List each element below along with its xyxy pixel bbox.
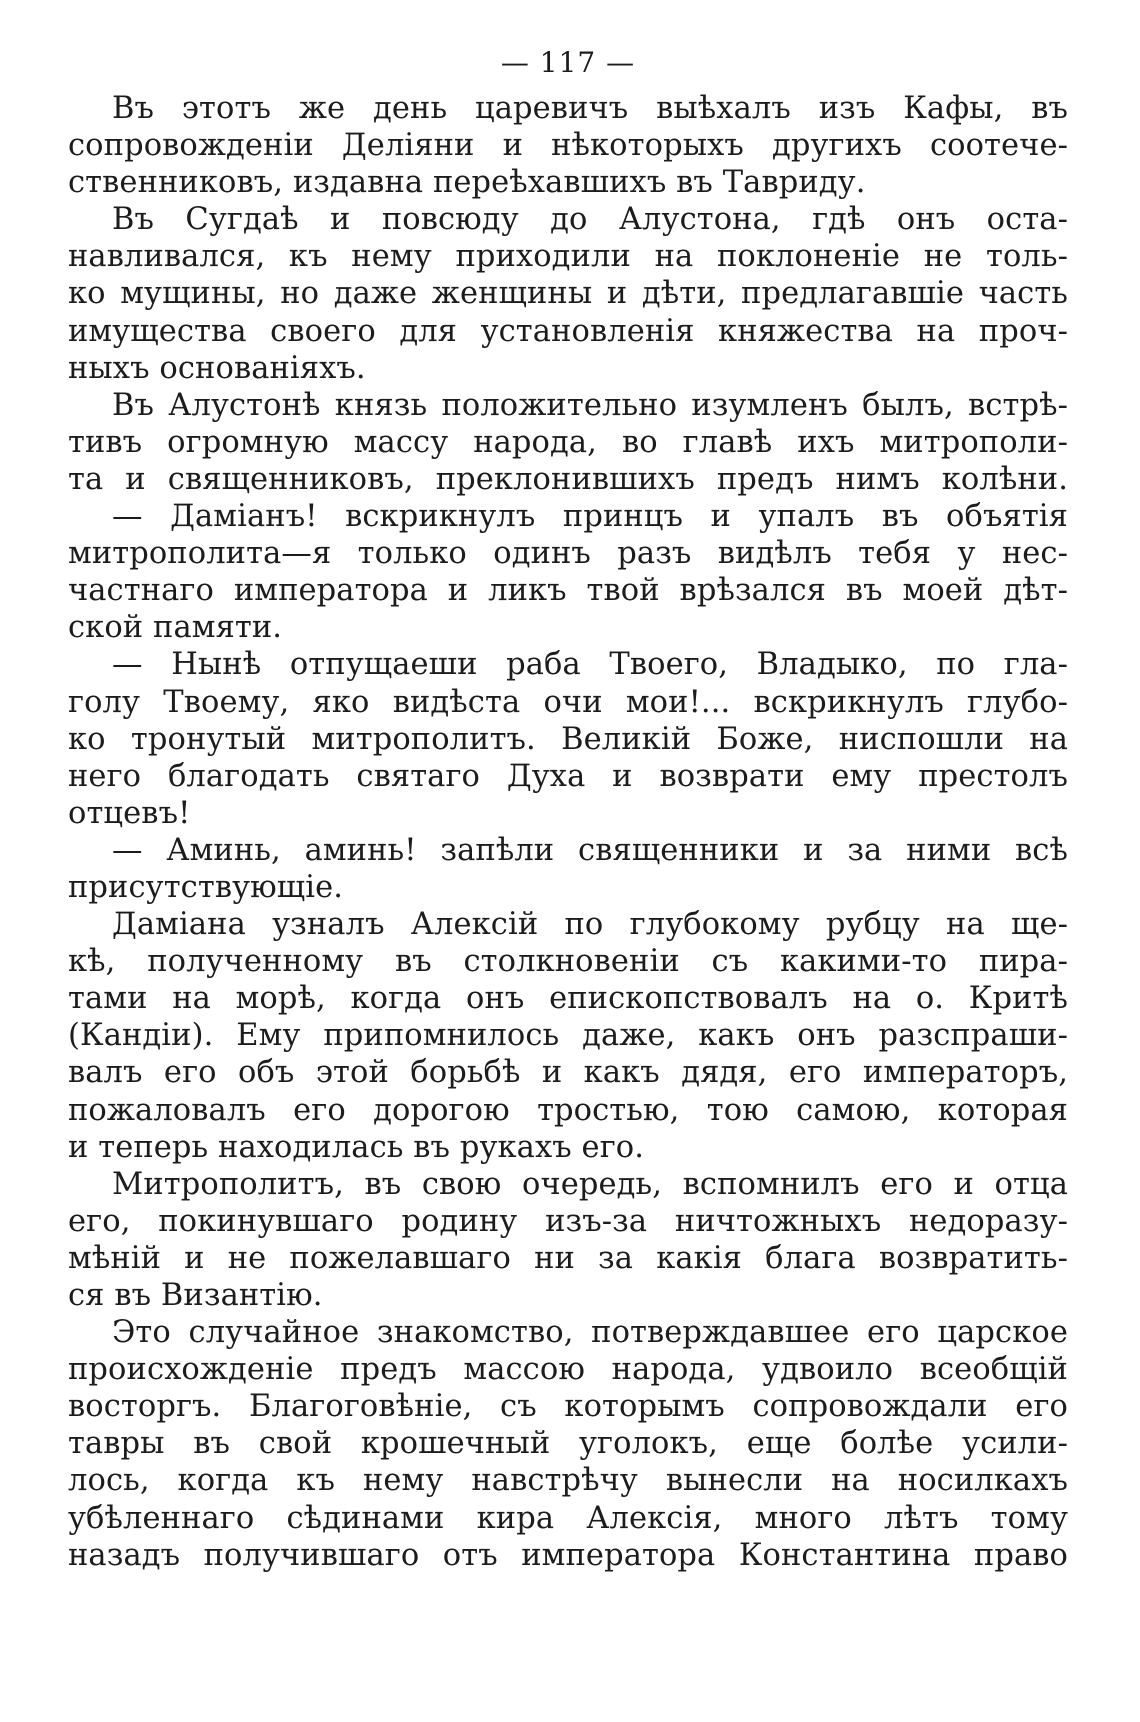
text-line: тами на морѣ, когда онъ епископствовалъ на о. Критѣ — [68, 981, 1068, 1017]
text-line: восторгъ. Благоговѣніе, съ которымъ сопровождали его — [68, 1389, 1068, 1425]
text-line: Митрополитъ, въ свою очередь, вспомнилъ его и отца — [112, 1166, 1068, 1202]
text-line: Даміана узналъ Алексій по глубокому рубцу на щe- — [112, 907, 1068, 943]
paragraph-2 — [68, 201, 1068, 386]
text-line: назадъ получившаго отъ императора Константина право — [68, 1537, 1068, 1573]
paragraph-6 — [68, 832, 1068, 906]
text-line: и теперь находилась въ рукахъ его. — [68, 1129, 645, 1165]
paragraph-5 — [68, 646, 1068, 831]
text-line: тавры въ свой крошечный уголокъ, еще болѣе усили- — [68, 1426, 1068, 1462]
text-line: него благодать святаго Духа и возврати ему престолъ — [68, 758, 1068, 794]
text-line: (Кандіи). Ему припомнилось даже, какъ онъ разспраши- — [68, 1018, 1068, 1054]
text-line: Въ Алустонѣ князь положительно изумленъ былъ, встрѣ- — [112, 387, 1068, 423]
text-line: ко мущины, но даже женщины и дѣти, предлагавшіе часть — [68, 276, 1068, 312]
text-line: мѣній и не пожелавшаго ни за какія блага возвратить- — [68, 1240, 1068, 1276]
text-line: убѣленнаго сѣдинами кира Алексія, много лѣтъ тому — [68, 1500, 1068, 1536]
book-page — [68, 36, 1068, 1696]
paragraph-4 — [68, 498, 1068, 646]
text-line: — Аминь, аминь! запѣли священники и за ними всѣ — [112, 832, 1068, 868]
text-line: пожаловалъ его дорогою тростью, тою самою, которая — [68, 1092, 1068, 1128]
paragraph-3 — [68, 387, 1068, 498]
text-line: кѣ, полученному въ столкновеніи съ какими-то пира- — [68, 944, 1068, 980]
paragraph-9 — [68, 1314, 1068, 1574]
text-line: происхожденіе предъ массою народа, удвоило всеобщій — [68, 1352, 1068, 1388]
text-line: — Даміанъ! вскрикнулъ принцъ и упалъ въ объятія — [112, 499, 1068, 535]
text-line: Въ Сугдаѣ и повсюду до Алустона, гдѣ онъ оста- — [112, 202, 1068, 238]
text-line: отцевъ! — [68, 795, 191, 831]
paragraph-7 — [68, 906, 1068, 1166]
paragraph-1 — [68, 90, 1068, 201]
text-line: тивъ огромную массу народа, во главѣ ихъ митрополи- — [68, 424, 1068, 460]
text-line: ственниковъ, издавна переѣхавшихъ въ Тавриду. — [68, 165, 866, 201]
text-line: навливался, къ нему приходили на поклоненіе не толь- — [68, 239, 1068, 275]
text-line: ныхъ основаніяхъ. — [68, 350, 366, 386]
text-line: имущества своего для установленія княжества на проч- — [68, 313, 1068, 349]
text-line: его, покинувшаго родину изъ-за ничтожныхъ недоразу- — [68, 1203, 1068, 1239]
page-number: — 117 — — [500, 46, 636, 79]
text-line: та и священниковъ, преклонившихъ предъ нимъ колѣни. — [68, 461, 1068, 497]
text-line: митрополита—я только одинъ разъ видѣлъ тебя у нес- — [68, 536, 1068, 572]
text-line: лось, когда къ нему навстрѣчу вынесли на носилкахъ — [68, 1463, 1068, 1499]
text-line: — Нынѣ отпущаеши раба Твоего, Владыко, по гла- — [112, 647, 1068, 683]
text-line: присутствующіе. — [68, 869, 344, 905]
text-line: Въ этотъ же день царевичъ выѣхалъ изъ Кафы, въ — [112, 91, 1068, 126]
text-line: частнаго императора и ликъ твой врѣзался въ моей дѣт- — [68, 573, 1068, 609]
text-line: Это случайное знакомство, потверждавшее его царское — [112, 1315, 1068, 1351]
paragraph-8 — [68, 1166, 1068, 1314]
text-line: валъ его объ этой борьбѣ и какъ дядя, его императоръ, — [68, 1055, 1068, 1091]
text-line: ся въ Византію. — [68, 1278, 323, 1313]
text-line: сопровожденіи Деліяни и нѣкоторыхъ другихъ соотече- — [68, 128, 1068, 164]
text-line: голу Твоему, яко видѣста очи мои!... вскрикнулъ глубо- — [68, 684, 1068, 720]
text-line: ко тронутый митрополитъ. Великій Боже, ниспошли на — [68, 721, 1068, 757]
text-line: ской памяти. — [68, 610, 283, 646]
